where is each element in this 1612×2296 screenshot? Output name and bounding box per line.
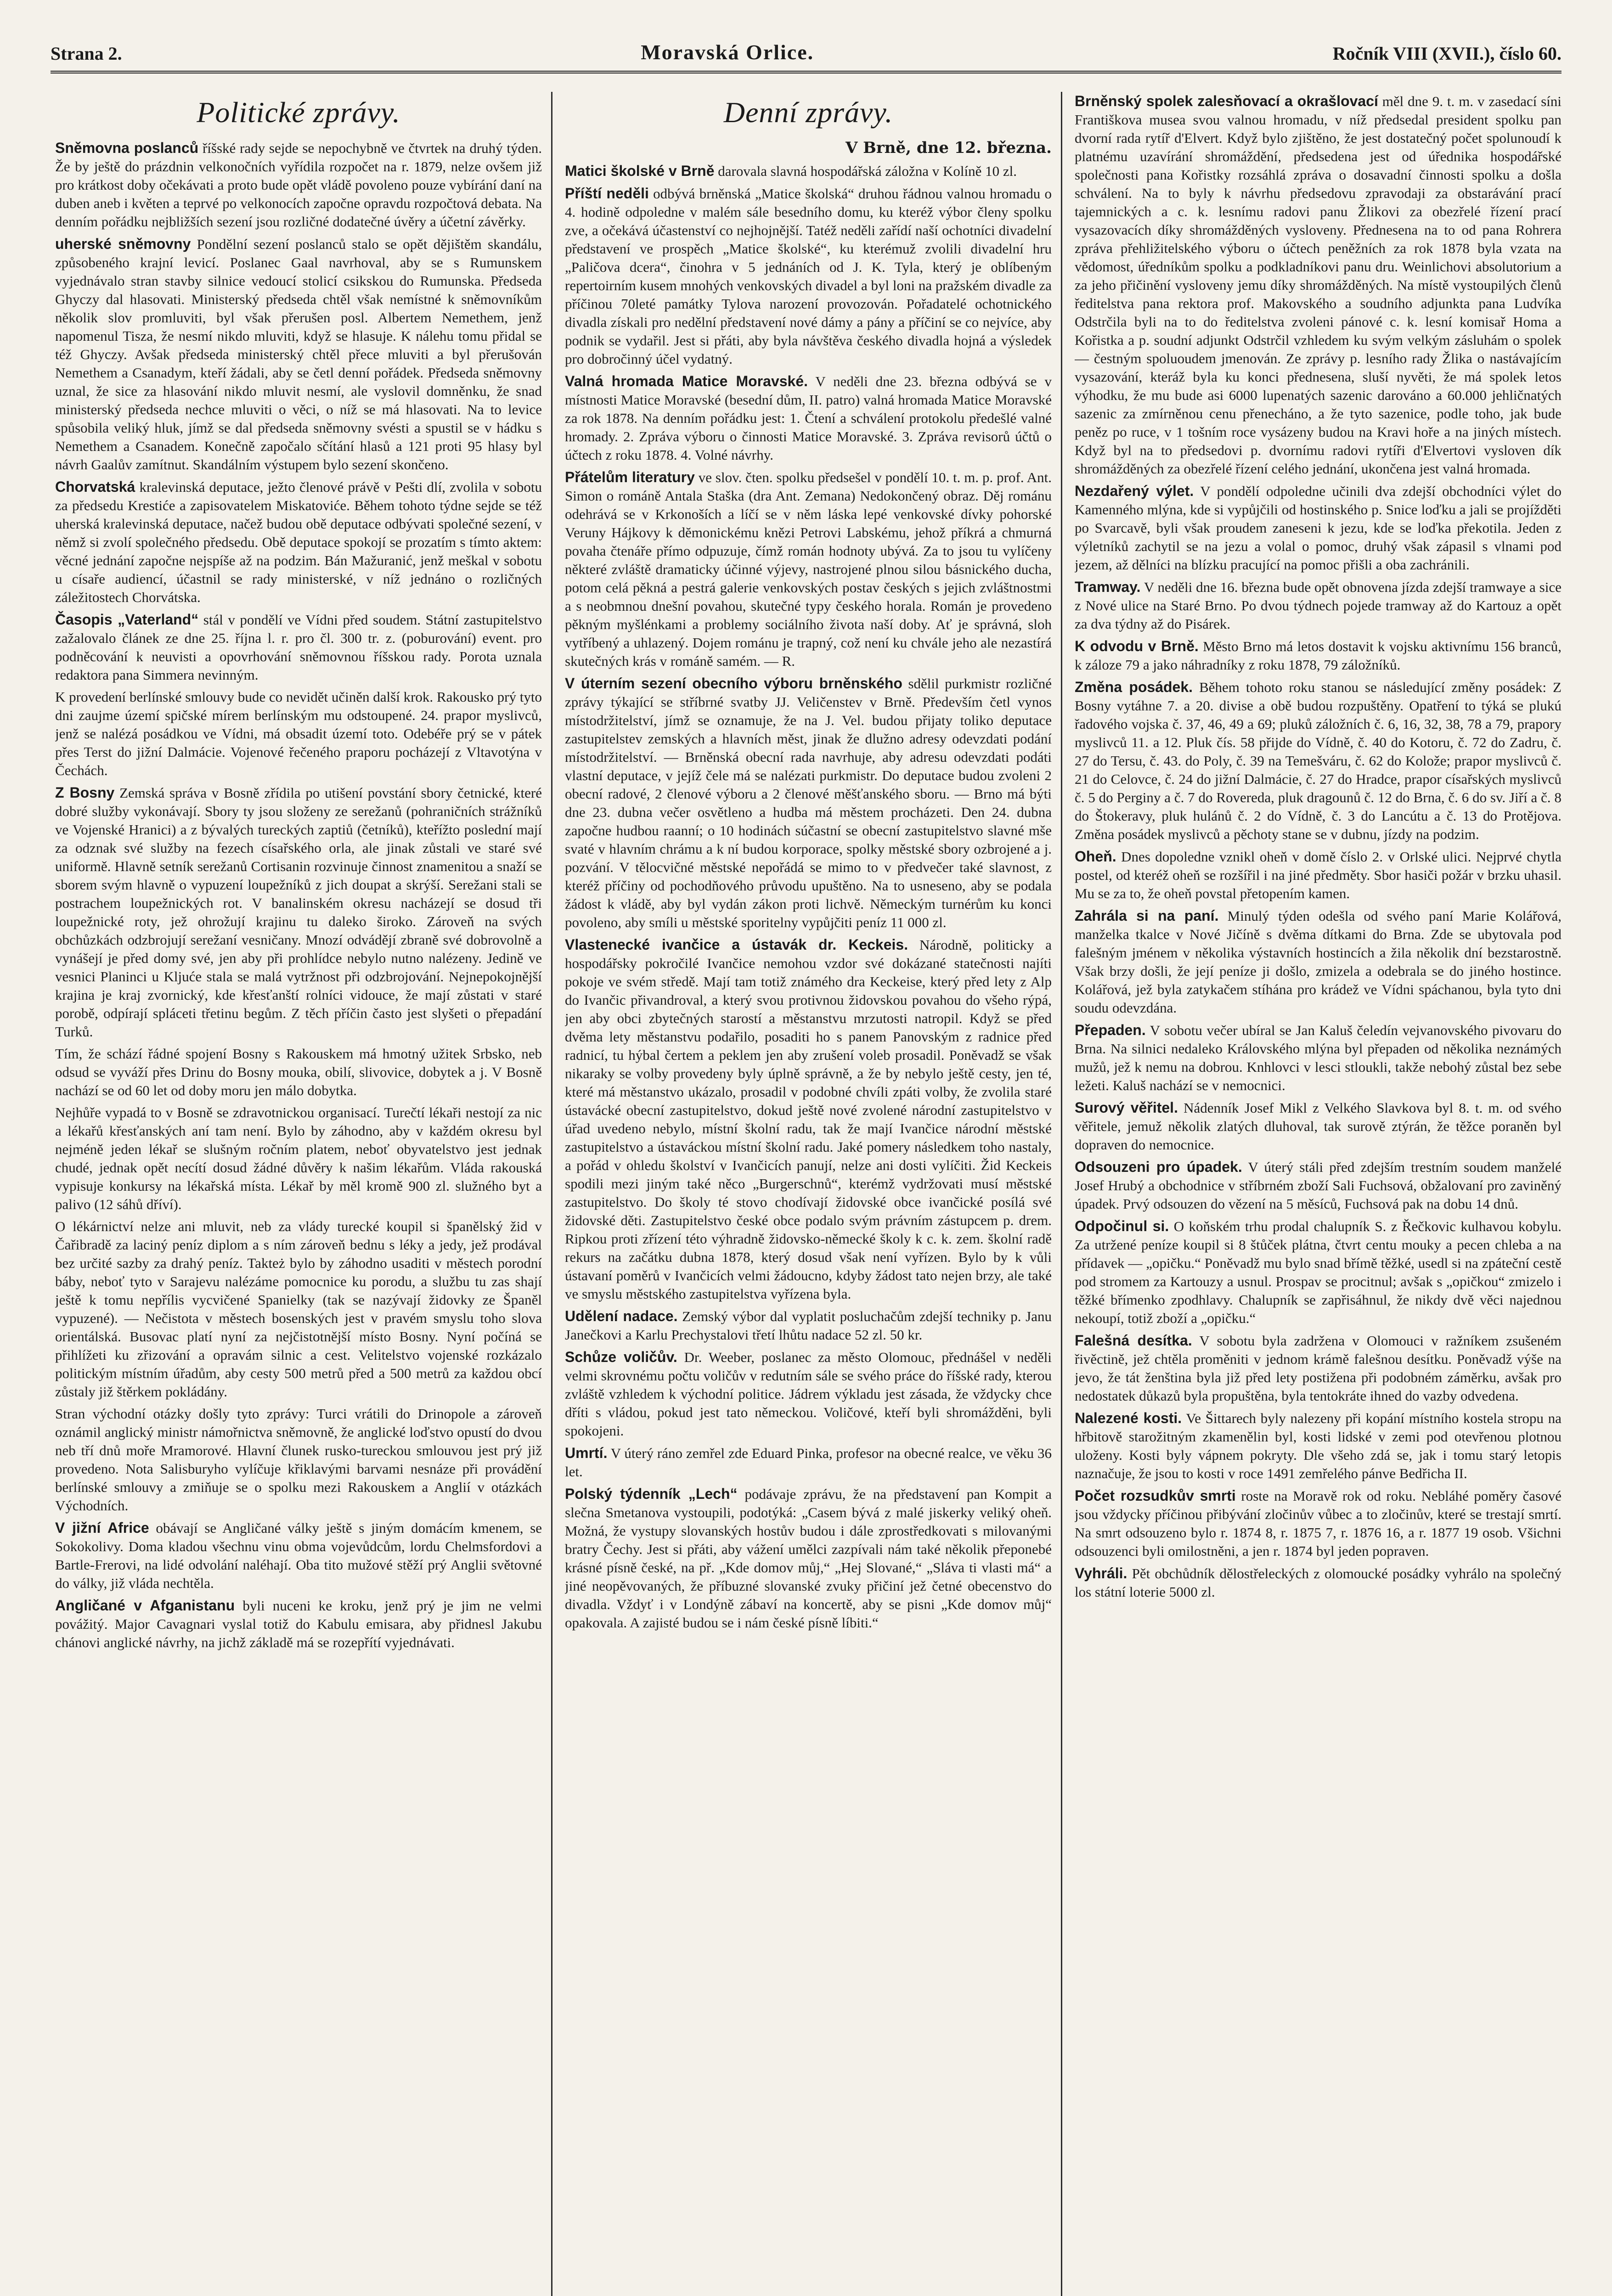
article-headline: V jižní Africe — [55, 1519, 149, 1536]
article-body: kralevinská deputace, ježto členové právě v Pešti dlí, zvolila v sobotu za předsedu Krestiće a zapisovatelem Miskatoviće. Během tohoto týdne sejde se též uherská kralevinská deputace, načež budou obě deputace odbývati společné sezení, v němž si zvolí společného předsedu. Obě deputace spokojí se prozatím s tímto aktem: věcné jednání započne nejspíše až na podzim. Bán Mažuranić, jenž meškal v sobotu u císaře audiencí, účastnil se rady ministerské, v níž jednáno o rozličných záležitostech Chorvátska. — [55, 479, 542, 605]
article-body: V sobotu večer ubíral se Jan Kaluš čeledín vejvanovského pivovaru do Brna. Na silnici nedaleko Královského mlýna byl přepaden od několika neznámých mužů, jež k nemu na dobrou. Knhlovci v lesci stloukli, takže nebohý zůstal bez sebe ležeti. Kaluš nachází se v nemocnici. — [1075, 1022, 1561, 1093]
article-body: Během tohoto roku stanou se následující změny posádek: Z Bosny vytáhne 7. a 20. divise a obě budou rozpuštěny. Opatření to týká se plukú řadového vojska č. 37, 46, 49 a 69; pluků záložních č. 6, 16, 32, 38, 78 a 79, prapory myslivců 11. a 12. Pluk čís. 58 přijde do Vídně, č. 40 do Kotoru, č. 72 do Zadru, č. 27 do Tersu, č. 43. do Poly, č. 39 na Temešváru, č. 62 do Kolože; prapor myslivců č. 21 do Celovce, č. 24 do jižní Dalmácie, č. 27 do Hradce, prapor císařských myslivců č. 5 do Perginy a č. 7 do Rovereda, pluk dragounů č. 12 do Brna, č. 6 do sv. Jiří a č. 8 do Štokeravy, pluk hulánů č. 2 do Vídně, č. 3 do Lancútu a č. 13 do Protějova. Změna posádek myslivců a pěchoty stane se v dubnu, jízdy na podzim. — [1075, 679, 1561, 842]
article — [1075, 637, 1561, 674]
article — [565, 1485, 1052, 1632]
article — [55, 1103, 542, 1214]
article-body: byli nuceni ke kroku, jenž prý je jim ne velmi povážitý. Major Cavagnari vyslal totiž do Kabulu emisara, aby přidnesl Jakubu chánovi anglické návrhy, na jichž základě má se rozepřítí vyjednávati. — [55, 1598, 542, 1650]
article-headline: Valná hromada Matice Moravské. — [565, 373, 808, 389]
article-headline: Počet rozsudkův smrti — [1075, 1487, 1236, 1504]
article-body: stál v pondělí ve Vídni před soudem. Státní zastupitelstvo zažalovalo článek ze dne 25. října l. r. pro čl. 300 tr. z. (poburování) event. pro podněcování k neuvisti a opovrhování sněmovnou říšskou rady. Porota uznala redaktora pana Simmera nevinným. — [55, 612, 542, 683]
column-local-news — [1075, 92, 1561, 2296]
article-body: Pondělní sezení poslanců stalo se opět dějištěm skandálu, způsobeného krajní levicí. Poslanec Gaal navrhoval, aby se s Rumunskem vyjednávalo stran stavby silnice vedoucí stolicí csikskou do Rumunska. Předseda Ghyczy dal hlasovati. Ministerský předseda chtěl však nemístné k sněmovníkům několik slov promluviti, byl však přerušen posl. Albertem Nemethem, jenž napomenul Tisza, že nesmí nikdo mluviti, když se hlasuje. K nálehu tomu přidal se též Ghyczy. Avšak předseda ministerský chtěl přece mluviti a byl přerušován Nemethem a Csanadym, kteří žádali, aby se četl denní pořádek. Předseda sněmovny uznal, že sice za hlasování nikdo mluvit nesmí, ale vyslovil domněnku, že snad ministerský předseda nechce mluviti o věci, o níž se má hlasovati. Na to levice spůsobila veliký hluk, jímž se dal předseda sněmovny svésti a spustil se v hádku s Nemethem a Csanadem. Konečně započalo sčítání hlasů a 121 proti 95 hlasy byl návrh Gaalův zamítnut. Skandálním výstupem bylo sezení skončeno. — [55, 236, 542, 473]
article — [1075, 906, 1561, 1017]
article-body: Dnes dopoledne vznikl oheň v domě číslo 2. v Orlské ulici. Nejprvé chytla postel, od kteréž oheň se rozšířil i na jiné předměty. Sbor hasiči požár v brzku uhasil. Mu se za to, že oheň povstal přetopením kamen. — [1075, 849, 1561, 901]
article-headline: Polský týdenník „Lech“ — [565, 1486, 738, 1502]
article-body: V neděli dne 16. března bude opět obnovena jízda zdejší tramwaye a sice z Nové ulice na Staré Brno. Po dvou týdnech pojede tramway až do Kartouz a opět za dva týdny až do Pisárek. — [1075, 579, 1561, 632]
article — [565, 1348, 1052, 1440]
article — [1075, 847, 1561, 903]
article-headline: Schůze voličův. — [565, 1349, 677, 1365]
article — [1075, 1021, 1561, 1095]
article — [1075, 1486, 1561, 1560]
article — [55, 1519, 542, 1593]
article — [565, 184, 1052, 368]
article — [55, 1045, 542, 1100]
article — [1075, 1098, 1561, 1154]
article-headline: Odpočinul si. — [1075, 1218, 1169, 1234]
article — [565, 1444, 1052, 1481]
article-headline: Brněnský spolek zalesňovací a okrašlovací — [1075, 93, 1378, 109]
article — [1075, 1331, 1561, 1405]
article-body: K provedení berlínské smlouvy bude co nevidět učiněn další krok. Rakousko prý tyto dni zaujme území spičské mírem berlínským mu odstoupené. 24. prapor myslivců, jenž se nalézá posádkou ve Vídni, má obsadit území toto. Odebéře prý se v pátek přes Terst do jižní Dalmácie. Vojenové řečeného praporu pocházejí z Vltavotýna v Čechách. — [55, 689, 542, 778]
article — [55, 139, 542, 231]
article — [55, 610, 542, 684]
article-body: V úterý ráno zemřel zde Eduard Pinka, profesor na obecné realce, ve věku 36 let. — [565, 1445, 1052, 1480]
article — [565, 935, 1052, 1303]
article-body: odbývá brněnská „Matice školská“ druhou řádnou valnou hromadu o 4. hodině odpoledne v malém sále besedního domu, ku kteréž výbor členy spolku zve, a očekává účastenství co nejhojnější. Tatéž neděli zařídí naší ochotníci divadelní představení ve prospěch „Matice školské“, ku kterémuž zvolili divadelní hru „Paličova dcera“, činohra v 5 jednáních od J. K. Tyla, který je oblíbeným repertoirním kusem mnohých venkovských divadel a byl loni na pražském divadle za příčinou 70leté památky Tylova narození provozován. Pořadatelé ochotnického divadla získali pro nedělní představení nové dámy a pány a příčiní se co nejvíce, aby podnik se vydařil. Jest si přáti, aby byla návštěva českého divadla hojná a výsledek pro dobročinný účel vydatný. — [565, 186, 1052, 367]
article — [1075, 482, 1561, 574]
article-body: Nejhůře vypadá to v Bosně se zdravotnickou organisací. Turečtí lékaři nestojí za nic a lékařů křesťanských aní tam není. Bylo by záhodno, aby v každém okresu byl nejméně jeden lékař se slušným ročním platem, neboť obyvatelstvo jest jednak chudé, jednak opět necítí dosud žádné důvěry k našim lékařům. Vláda rakouská vypisuje konkursy na lékařská místa. Lékař by měl kromě 900 zl. služného byt a palivo (12 sáhů dříví). — [55, 1104, 542, 1212]
article-body: obávají se Angličané války ještě s jiným domácím kmenem, se Sokokolivy. Doma kladou všechnu vinu obma vojevůdcům, lordu Chelmsfordovi a Bartle-Frerovi, na lidé odvolání naléhají. Oba tito mužové stěží prý Anglii světovné do války, již vláda nechtěla. — [55, 1520, 542, 1591]
article-headline: Přepaden. — [1075, 1022, 1146, 1038]
article — [565, 162, 1052, 180]
article-headline: Falešná desítka. — [1075, 1332, 1192, 1349]
article-body: O koňském trhu prodal chalupník S. z Řečkovic kulhavou kobylu. Za utržené peníze koupil si 8 štůček plátna, čtvrt centu mouky a pecen chleba a na přídavek — „opičku.“ Poněvadž mu bylo snad břímě těžké, usedl si na zpáteční cestě pod stromem za Kartouzy a usnul. Prospav se procitnul; avšak s „opičkou“ zmizelo i těžké břímenko zpodhlavy. Chalupník se zapřisáhnul, že nikdy dvě věci najednou nekoupí, totiž zboží a „opičku.“ — [1075, 1218, 1561, 1326]
article-body: V neděli dne 23. března odbývá se v místnosti Matice Moravské (besední dům, II. patro) valná hromada Matice Moravské za rok 1878. Na denním pořádku jest: 1. Čtení a schválení protokolu předešlé valné hromady. 2. Zpráva výboru o činnosti Matice Moravské. 3. Zpráva revisorů účtů o účtech z roku 1878. 4. Volné návrhy. — [565, 373, 1052, 463]
article-headline: Surový věřitel. — [1075, 1099, 1178, 1116]
article-body: podávaje zprávu, že na představení pan Kompit a slečna Smetanova vystoupili, podotýká: „Casem bývá z malé jiskerky veliký oheň. Možná, že vystupy slovanských hostův budou i dále zprostředkovati s milovanými bratry Čechy. Jest si přáti, aby vážení umělci zazpívali nám také několik přeponebé krásné písně české, na př. „Kde domov můj,“ „Hej Slované,“ „Sláva ti vlasti má“ a jiné neopěvovaných, že příbuzné slovanské zvuky přičiní jež četné obecenstvo do divadla. Vždyť i v Londýně zábaví na koncertě, aby se pisni „Kde domov můj“ opakovala. A zajisté budou se i nám české písně líbiti.“ — [565, 1486, 1052, 1631]
article-body: Pět obchůdník dělostřeleckých z olomoucké posádky vyhrálo na společný los státní loterie 5000 zl. — [1075, 1565, 1561, 1600]
article-headline: Sněmovna poslanců — [55, 140, 199, 156]
article — [55, 1217, 542, 1401]
article-body: Nádenník Josef Mikl z Velkého Slavkova byl 8. t. m. od svého věřitele, jemuž několik zlatých dluhoval, tak surově ztýrán, že těžce poraněn byl dopraven do nemocnice. — [1075, 1100, 1561, 1153]
article — [1075, 678, 1561, 844]
column-daily-news — [565, 92, 1052, 2296]
masthead: Moravská Orlice. — [641, 40, 814, 64]
article-headline: K odvodu v Brně. — [1075, 638, 1199, 654]
article-body: měl dne 9. t. m. v zasedací síni Františkova musea svou valnou hromadu, v níž předsedal president spolku pan dvorní rada rytíř d'Elvert. Když bylo zjištěno, že jest dostatečný počet spolunoudí k platnému uzavírání shromáždění, předsedena jest od úřednika hospodářské společnosti pana Kořistky rozsáhlá zpráva o dosavadní činnosti spolku a došla schválení. Na to byly k návrhu předsedovu zpravodaji za obstarávání prací tajemnických a c. k. lesnímu radovi panu Žlikovi za obezřelé řízení prací vysazovacích díky shromážděných vysloveny. Přednesena na to od pana Rohrera zpráva přehližitelského výboru o účtech peněžních za rok 1878 byla vzata na vědomost, úředníkům spolku a podkladníkovi panu dru. Weinlichovi absolutorium a za jeho přičinění vysloveny jemu díky shromážděných. Na místě vystoupilých členů ředitelstva pana rektora prof. Makovského a soudního adjunkta pana Ludvíka Odstrčila byli na to do ředitelstva zvoleni pánové c. k. lesní komisař Homa a Kořistka a p. soudní adjunkt Odstrčil vzhledem ku svým velkým zásluhám o spolek — čestným spoluoudem jmenován. Ze zprávy p. lesního rady Žlika o nastávajícím vysazování, kteráž byla ku konci přednesena, sluší nyvěti, že má spolek letos výhodku, že mu bude asi 6000 lupenatých sazenic darováno a 60.000 jehličnatých sazenic za zmírněnou cenu přenecháno, a že tyto sazenice, podle toho, jak bude peněz po ruce, v 1 tošním roce vysázeny budou na Kravi hoře a na jiných místech. Když byl na to předsedovi p. dvornímu radovi rytíři d'Elvertovi vysloven dík shromážděných za obezřelé řízení celého jednání, ukončena jest valná hromada. — [1075, 93, 1561, 477]
article-body: Město Brno má letos dostavit k vojsku aktivnímu 156 branců, k záloze 79 a jako náhradníky z roku 1878, 79 záložníků. — [1075, 638, 1561, 673]
article-headline: Matici školské v Brně — [565, 163, 715, 179]
article-headline: Chorvatská — [55, 478, 135, 495]
article-body: Tím, že schází řádné spojení Bosny s Rakouskem má hmotný užitek Srbsko, neb odsud se vyváží přes Drinu do Bosny mouka, obilí, slivovice, dobytek a j. V Bosně nachází se od 60 let od doby moru jen málo dobytka. — [55, 1046, 542, 1098]
article-headline: Odsouzeni pro úpadek. — [1075, 1159, 1242, 1175]
article-body: Minulý týden odešla od svého paní Marie Kolářová, manželka tkalce v Nové Jičíně s dvěma dítkami do Brna. Zde se ubytovala pod falešným jménem v několika výstavních hostincích a žila několik dní bezstarostně. Však brzy došli, že její peníze ji došlo, zmizela a odebrala se do jiného hostince. Kolářová, jež byla zatykačem stíhána pro krádež ve Vídni spáchanou, byla tyto dni soudu odevzdána. — [1075, 908, 1561, 1016]
article-body: V pondělí odpoledne učinili dva zdejší obchodníci výlet do Kamenného mlýna, kde si vypůjčili od hostinského p. Snice loďku a jali se projížděti po Svarcavě, byli však proudem zaneseni k jezu, kde se loďka překotila. Jeden z výletníků zachytil se na jezu a volal o pomoc, druhý však zápasil s vlnami pod jezem, až dělníci na blízku pracující na pomoc přišli a oba zachránili. — [1075, 483, 1561, 573]
dateline: V Brně, dne 12. března. — [845, 139, 1052, 157]
column-rule-1 — [551, 92, 552, 2296]
article-body: říšské rady sejde se nepochybně ve čtvrtek na druhý týden. Že by ještě do prázdnin velkonočních vyřídila rozpočet na r. 1879, nelze ovšem již pro krátkost doby očekávati a proto bude opět vládě povoleno pouze vybírání daní na duben aneb i květen a teprvé po velkonocích započne opravdu rozpočtová debata. Na denním pořádku nejbližších sezení jsou rozličné dodatečné úvěry a účetní závěrky. — [55, 140, 542, 230]
article-body: Zemský výbor dal vyplatit posluchačům zdejší techniky p. Janu Janečkovi a Karlu Prechystalovi třetí lhůtu nadace 52 zl. 50 kr. — [565, 1308, 1052, 1343]
article — [565, 468, 1052, 670]
article-body: Dr. Weeber, poslanec za město Olomouc, přednášel v neděli velmi skrovnému počtu voličův v redutním sále se svého práce do říšské rady, kterou zvláště vzhledem k východní politice. Jádrem výkladu jest zásada, že vždycky chce dříti s vládou, pokud jest tato německou. Voličové, kteří byli shromážděni, byli spokojeni. — [565, 1349, 1052, 1439]
article-headline: Přátelům literatury — [565, 469, 695, 485]
article-body: V úterý stáli před zdejším trestním soudem manželé Josef Hrubý a obchodnice v stříbrném zboží Sali Fuchsová, obžalovaní pro zaviněný úpadek. Prvý odsouzen do vězení na 5 měsíců, Fuchsová pak na dobu 14 dnů. — [1075, 1159, 1561, 1212]
article-body: roste na Moravě rok od roku. Nebláhé poměry časové jsou vždycky příčinou přibývání zločinův vůbec a to zločinův, které se trestají smrtí. Na smrt odsouzeno bylo r. 1874 8, r. 1875 7, r. 1876 16, a r. 1877 19 osob. Všichni odsouzenci byli omilostněni, a jen r. 1874 byl jeden popraven. — [1075, 1488, 1561, 1559]
section-title-politics: Politické zprávy. — [197, 96, 400, 129]
article-body: Ve Šittarech byly nalezeny při kopání místního kostela stropu na hřbitově starožitným zkamenělin byl, kosti lidské v zemi pod otevřenou plotnou uloženy. Kosti byly vápnem pokryty. Dle všeho zdá se, jak i tomu starý letopis naznačuje, že jsou to kosti v roce 1491 zemřelého pánve Bedřicha II. — [1075, 1410, 1561, 1481]
article-headline: Časopis „Vaterland“ — [55, 611, 199, 628]
column-rule-2 — [1061, 92, 1062, 2296]
article-headline: Změna posádek. — [1075, 679, 1193, 695]
article-headline: Umrtí. — [565, 1445, 608, 1461]
article — [55, 688, 542, 780]
article-body: sdělil purkmistr rozličné zprávy týkající se stříbrné svatby JJ. Veličenstev v Brně. Především četl vynos místodržitelství, jímž se oznamuje, že na J. Vel. budou přijaty toliko deputace zastupitelstev zemských a hlavních měst, jinak že dlužno adresy odevzdati podání místodržitelství. — Brněnská obecní rada navrhuje, aby adresu odevzdati podáti vlastní deputace, v jejíž čele má se nalézati purkmistr. Do deputace budou zvoleni 2 obecní radové, 2 členové výboru a 2 členové měšťanského sboru. — Brno má býti dne 23. dubna večer osvětleno a hudba má městem procházeti. Den 24. dubna započne hudbou raanní; o 10 hodinách súčastní se obecní zastupitelstvo slavné mše svaté v hlavním chrámu a k ní budou korporace, spolky městské sbory ozbrojené a j. pozvání. V tělocvičné městské nepořádá se mimo to v předvečer také slavnost, z kteréž příčiny od pochodňového průvodu upuštěno. Na to usneseno, aby se podala žádost k vládě, aby byl vydán zákon proti lichvě. Německým turnérům ku konci povoleno, aby smíli u městské sporitelny vypůjčiti peníz 11 000 zl. — [565, 675, 1052, 930]
article-headline: Tramway. — [1075, 579, 1141, 595]
article-body: Národně, politicky a hospodářsky pokročilé Ivančice nemohou vzdor své dokázané statečnosti najíti pokoje ve svém středě. Mají tam totiž známého dra Keckeise, který před lety z Alp do Ivančic přivandroval, a který svou protivnou židovskou povahou do všeho rýpá, jen aby obci zbytečných starostí a městanstvu mrzutosti natropil. Když se před dvěma lety městanstvu podařilo, posaditi ho s panem Panovským z radnice před radnicí, tu hýbal čertem a peklem jen aby zrušení voleb prosadil. Poněvadž se však nikaraky se volby provedeny byly úplně správně, a že by nebylo ještě cesty, jen té, které má městanstvo ukázalo, prosadil v podobné chvíli zpáti volby, že zvolila staré ústavácké obecní zastupitelstvo, dokud ještě nové zvolené národní zastupitelstvo v úřad uvedeno nebylo, místní školní radu, tak že mají Ivančice národní městské zastupitelstvo a ústaváckou místní školní radu. Jaké pomery následkem toho nastaly, a pořád v ohledu školství v Ivančicích panují, nelze ani dosti vylíčiti. Žid Keckeis spodili mezi jiným také něco „Burgerschnů“, kterémž vydržovati musí městské zastupitelstvo. Do školy té stovo chodívají židovské obce ivančické posílá své židovské děti. Zastupitelstvo české obce podalo svým právním zástupcem p. drem. Ripkou proti zřízení této výhradně židovsko-německé školy k c. k. zem. školní radě rekurs na začátku dubna 1878, který dosud však není vyřízen. Bylo by k vůli ústavaní poměrů v Ivančicích velmi žádoucno, kdyby žádost tato nejen brzy, ale také ve smyslu městského zastupitelstva vyřízena byla. — [565, 937, 1052, 1302]
article-headline: uherské sněmovny — [55, 236, 191, 252]
article — [565, 1307, 1052, 1344]
article-body: Stran východní otázky došly tyto zprávy: Turci vrátili do Drinopole a zároveň oznámil anglický ministr námořnictva sněmovně, že anglické loďstvo opustí do dvou neb tří dnů moře Mramorové. Hlavní člunek rusko-tureckou smlouvou jest prý již provedeno. Nota Salisburyho vylíčuje křiklavými barvami nesnáze při provádění berlínské smlouvy a zmiňuje se o spolku mezi Rakouskem a Anglií v otázkách Východních. — [55, 1406, 542, 1514]
article-headline: Udělení nadace. — [565, 1308, 678, 1324]
article — [1075, 1158, 1561, 1213]
article — [55, 1596, 542, 1652]
section-title-daily: Denní zprávy. — [723, 96, 893, 129]
page-header — [51, 32, 1561, 73]
page-number: Strana 2. — [51, 43, 122, 64]
article-headline: Nalezené kosti. — [1075, 1410, 1182, 1426]
article — [1075, 578, 1561, 633]
article — [55, 783, 542, 1041]
article — [565, 674, 1052, 932]
article — [1075, 1409, 1561, 1483]
article-headline: Z Bosny — [55, 784, 115, 801]
article-body: darovala slavná hospodářská záložna v Kolíně 10 zl. — [718, 163, 1017, 179]
article-body: O lékárnictví nelze ani mluvit, neb za vlády turecké koupil si španělský žid v Čařibradě za laciný peníz diplom a s ním zároveň bednu s léky a jedy, jež prodával bez určité sazby za drahý peníz. Takteż bylo by záhodno usaditi v městech porodní báby, neboť tyto v Sarajevu nalézáme pomocnice ku porodu, a službu tu zas shají ještě k tomu nepřílis vycvičené Spanielky (tak se nazývají židovky ze Španěl vypuzené). — Nečistota v městech bosenských jest v pravém smyslu toho slova orientálská. Busovac platí nyní za nejčistotnější místo Bosny. Nyní počíná se přihlížeti ku zřizování a opravám silnic a cest. Velitelstvo vojenské rozkázalo politickým místním úřadům, aby cesty 500 metrů před a 500 metrů za každou obcí zůstaly již štěrkem pokládány. — [55, 1218, 542, 1400]
article-body: Zemská správa v Bosně zřídila po utišení povstání sbory četnické, které dobré služby vykonávají. Sbory ty jsou složeny ze serežanů (pohraničních strážníků ve Vojenské Hranici) a z bývalých tureckých zaptiů (četníků), kteřížto poslední mají za odznak své služby na fezech císařského orla, ale jinak zůstali ve staré své uniformě. Hlavně setník serežanů Cortisanin rozvinuje činnost znamenitou a snaží se sborem svým hlavně o vypuzení loupežníků z jich doupat a skrýší. Serežani stali se postrachem loupežnických rot. V banalinském okresu nacházejí se dosud tři loupežnické roty, jež ohrožují krajinu tu daleko široko. Zároveň na svých obchůzkách odzbrojují serežaní vesničany. Mnozí odvádějí zbraně své dobrovolně a vynášejí je před domy své, jen aby při prohlídce nebylo nutno nalézeny. Jedině ve vesnici Planinci u Kljuće stala se malá vytržnost při odzbrojování. Nejnepokojnější krajina je kraj zvornický, kde křesťanští rolníci vidouce, že mají zůstati v staré porobě, odpírají spláceti třetinu begům. Z těch příčin často jest slyšeti o přepadání Turků. — [55, 785, 542, 1040]
article-headline: Vyhráli. — [1075, 1565, 1127, 1581]
article-headline: Příští neděli — [565, 185, 649, 202]
volume-issue: Ročník VIII (XVII.), číslo 60. — [1332, 43, 1561, 64]
article — [55, 1405, 542, 1515]
article — [565, 372, 1052, 464]
article-body: ve slov. čten. spolku předsešel v pondělí 10. t. m. p. prof. Ant. Simon o románě Antala Staška (dra Ant. Zemana) Nedokončený obraz. Děj románu odehrává se v Krkonoších a líčí se v něm láska lepé venkovské dívky pohorské Veruny Hájkovy k dĕmonickému knězi Petrovi Labskému, jehož příkrá a chmurná povaha čtenáře přímo odpuzuje, čímž román hodnoty ubývá. Za to jsou tu vylíčeny některé zvláště dramaticky účinné výjevy, nastrojené plnou silou básnického ducha, potom celá pěkná a pestrá galerie venkovských postav českých s jejich zvláštnostmi a s neobmnou dnešní povahou, skutečné typy českého horala. Román je provedeno pěkným myšlénkami a problemy sociálního života naší doby. Ať je správná, sloh vytříbený a uhlazený. Dojem románu je trapný, což není ku chvále jeho ale nezastírá skutečných krás v románě samém. — R. — [565, 469, 1052, 669]
article — [1075, 92, 1561, 478]
article-body: V sobotu byla zadržena v Olomouci v ražníkem zsušeném řivěctině, jež chtěla proměniti v jednom krámě falešnou desítku. Poněvadž výše na jevo, že tát ženština byla již před lety postižena při podobném záměrku, avšak pro nedostatek důkazů byla propuštěna, byla tentokráte ihned do vazby odvedena. — [1075, 1333, 1561, 1404]
article-headline: Angličané v Afganistanu — [55, 1597, 235, 1614]
article — [1075, 1564, 1561, 1601]
column-politics — [55, 92, 542, 2296]
article-headline: Vlastenecké ivančice a ústavák dr. Keckeis. — [565, 936, 908, 953]
article — [1075, 1217, 1561, 1328]
article-headline: Oheň. — [1075, 848, 1116, 865]
article-headline: Zahrála si na paní. — [1075, 907, 1219, 924]
article-headline: V úterním sezení obecního výboru brněnského — [565, 675, 902, 692]
article-headline: Nezdařený výlet. — [1075, 483, 1194, 499]
article — [55, 478, 542, 607]
article — [55, 235, 542, 474]
